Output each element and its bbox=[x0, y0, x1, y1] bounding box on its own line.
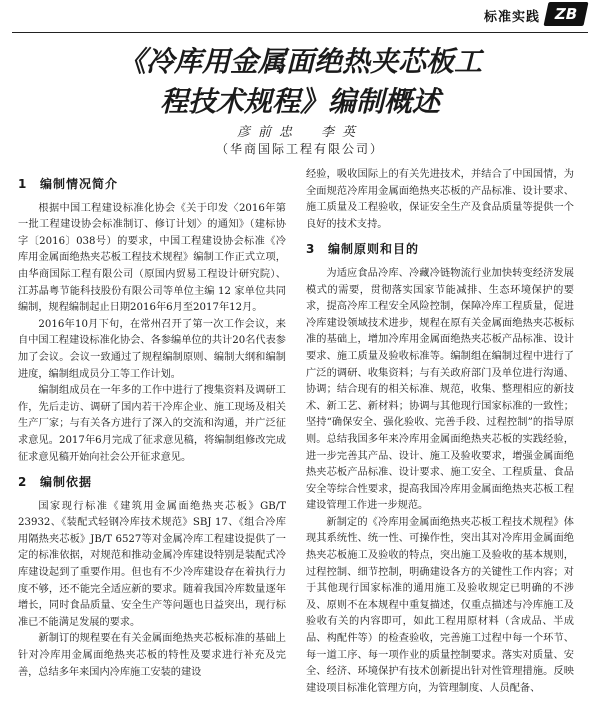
article-title bbox=[0, 42, 600, 122]
section-label: 标准实践 bbox=[483, 10, 540, 25]
right-column bbox=[306, 167, 574, 699]
section-title: 编制情况简介 bbox=[40, 177, 119, 191]
paragraph: 为适应食品冷库、冷藏冷链物流行业加快转变经济发展模式的需要，贯彻落实国家节能减排、生态环境保护的要求，提高冷库工程安全风险控制，保障冷库工程质量，促进冷库建设领域技术进步，规程在原有关金属面绝热夹芯板标准的基础上，增加冷库用金属面绝热夹芯板产品标准、设计要求、施工质量及验收标准等。编制组在编制过程中进行了广泛的调研、收集资料；与有关政府部门及单位进行沟通、协调；结合现有的相关标准、规范，收集、整理相应的新技术、新工艺、新材料；协调与其他现行国家标准的一致性；坚持“确保安全、强化验收、完善手段、过程控制”的指导原则。总结我国多年来冷库用金属面绝热夹芯板的实践经验，进一步完善其产品、设计、施工及验收要求，增强金属面绝热夹芯板产品标准、设计要求、施工安全、工程质量、食品安全等综合性要求，提高我国冷库用金属面绝热夹芯板工程建设管理工作进一步规范。 bbox=[306, 267, 574, 512]
title-line-2: 程技术规程》编制概述 bbox=[159, 85, 440, 118]
section-number: 2 bbox=[18, 475, 28, 490]
section-title: 编制原则和目的 bbox=[328, 242, 420, 257]
paragraph: 新制定的《冷库用金属面绝热夹芯板工程技术规程》体现其系统性、统一性、可操作性，突出其对冷库用金属面绝热夹芯板施工及验收的特点，突出施工及验收的基本规则，过程控制、细节控制，明确建设各方的关键性工作内容；对于其他现行国家标准的通用施工及验收规定已明确的不涉及、原则不在本规程中重复描述，仅重点描述与冷库施工及验收有关的内容即可，如此工程用原材料（含成品、半成品、构配件等）的检查验收，完善施工过程中每一个环节、每一道工序、每一项作业的质量控制要求。落实对质量、安全、经济、环境保护有技术创新提出针对性管理措施。反映建设项目标准化管理方向，为管理制度、人员配备、 bbox=[306, 516, 574, 694]
paragraph: 编制组成员在一年多的工作中进行了搜集资料及调研工作，先后走访、调研了国内若干冷库企业、施工现场及相关生产厂家；与有关各方进行了深入的交流和沟通，并广泛征求意见。2017年6月完成了征求意见稿，将编制组修改完成征求意见稿开始向社会公开征求意见。 bbox=[18, 385, 286, 463]
section-number: 1 bbox=[18, 177, 28, 191]
journal-logo: ZB bbox=[543, 2, 588, 26]
authors: 彦前忠 李英 bbox=[236, 125, 363, 140]
section-number: 3 bbox=[306, 242, 316, 257]
section-heading-2 bbox=[18, 474, 286, 491]
title-line-1: 《冷库用金属面绝热夹芯板工 bbox=[117, 45, 482, 78]
section-title: 编制依据 bbox=[40, 475, 93, 490]
header-rule bbox=[12, 32, 588, 33]
left-column bbox=[18, 168, 286, 700]
section-heading-3 bbox=[306, 241, 574, 258]
affiliation: （华商国际工程有限公司） bbox=[215, 142, 384, 156]
section-heading-1 bbox=[18, 176, 286, 193]
paragraph: 2016年10月下旬，在常州召开了第一次工作会议，来自中国工程建设标准化协会、各参编单位的共计20名代表参加了会议。会议一致通过了规程编制原则、编制大纲和编制进度，编制组成员分工等工作计划。 bbox=[18, 318, 286, 380]
paragraph: 根据中国工程建设标准化协会《关于印发〈2016年第一批工程建设协会标准制订、修订计划〉的通知》（建标协字〔2016〕038号）的要求，中国工程建设协会标准《冷库用金属面绝热夹芯板工程技术规程》编制工作正式立项，由华商国际工程有限公司（原国内贸易工程设计研究院）、江苏晶粤节能科技股份有限公司等单位主编 12 家单位共同编制，规程编制起止日期2016年6月至2017年12月。 bbox=[18, 202, 286, 314]
paragraph: 经验，吸收国际上的有关先进技术，并结合了中国国情，为全面规范冷库用金属面绝热夹芯板的产品标准、设计要求、施工质量及工程验收，保证安全生产及食品质量等提供一个良好的技术支持。 bbox=[306, 169, 574, 230]
paragraph: 新制订的规程要在有关金属面绝热夹芯板标准的基础上针对冷库用金属面绝热夹芯板的特性及要求进行补充及完善，总结多年来国内冷库施工安装的建设 bbox=[18, 633, 286, 678]
paragraph: 国家现行标准《建筑用金属面绝热夹芯板》GB/T 23932、《装配式轻钢冷库技术规范》SBJ 17、《组合冷库用隔热夹芯板》JB/T 6527等对金属冷库工程建设提供了一定的标准依据，对规范和推动金属冷库建设特别是装配式冷库建设起到了重要作用。但也有不少冷库建设存在着执行力度不够，还不能完全适应新的要求。随着我国冷库数量逐年增长，同时食品质量、安全生产等问题也日益突出，现行标准已不能满足发展的要求。 bbox=[18, 500, 286, 628]
